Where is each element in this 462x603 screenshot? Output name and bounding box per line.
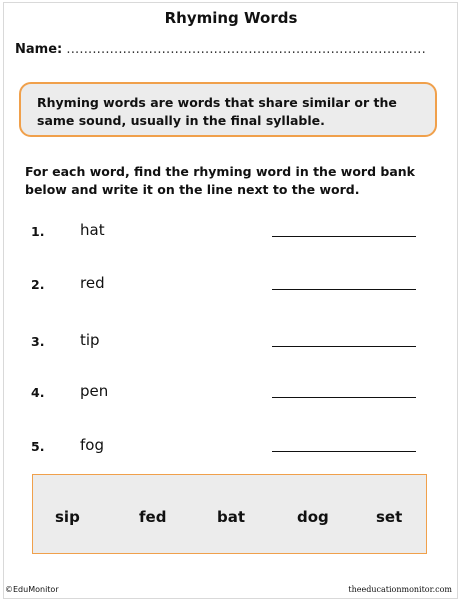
answer-line[interactable] xyxy=(272,346,416,347)
question-number: 5. xyxy=(31,439,45,454)
worksheet-title: Rhyming Words xyxy=(164,9,298,27)
answer-line[interactable] xyxy=(272,289,416,290)
word-bank-item: set xyxy=(376,508,403,526)
footer-copyright: ©EduMonitor xyxy=(5,585,59,594)
footer-website: theeducationmonitor.com xyxy=(348,585,452,594)
word-bank-item: bat xyxy=(217,508,246,526)
question-word: tip xyxy=(80,331,100,349)
question-word: hat xyxy=(80,221,105,239)
definition-box: Rhyming words are words that share similar or the same sound, usually in the final syllable. xyxy=(19,82,437,137)
name-line: ................................................................................... xyxy=(66,42,426,57)
question-item-4 xyxy=(0,382,462,415)
answer-line[interactable] xyxy=(272,397,416,398)
question-item-2 xyxy=(0,274,462,307)
question-word: fog xyxy=(80,436,104,454)
question-number: 4. xyxy=(31,385,45,400)
question-word: red xyxy=(80,274,105,292)
name-row xyxy=(15,42,426,57)
question-number: 2. xyxy=(31,277,45,292)
question-number: 3. xyxy=(31,334,45,349)
word-bank-item: fed xyxy=(139,508,167,526)
question-item-1 xyxy=(0,221,462,254)
word-bank-item: dog xyxy=(297,508,329,526)
word-bank xyxy=(32,474,427,554)
instructions: For each word, find the rhyming word in the word bank below and write it on the line next to the word. xyxy=(25,164,415,197)
question-item-5 xyxy=(0,436,462,469)
word-bank-item: sip xyxy=(55,508,80,526)
question-number: 1. xyxy=(31,224,45,239)
answer-line[interactable] xyxy=(272,236,416,237)
name-label: Name: xyxy=(15,42,63,57)
question-word: pen xyxy=(80,382,109,400)
answer-line[interactable] xyxy=(272,451,416,452)
question-item-3 xyxy=(0,331,462,364)
